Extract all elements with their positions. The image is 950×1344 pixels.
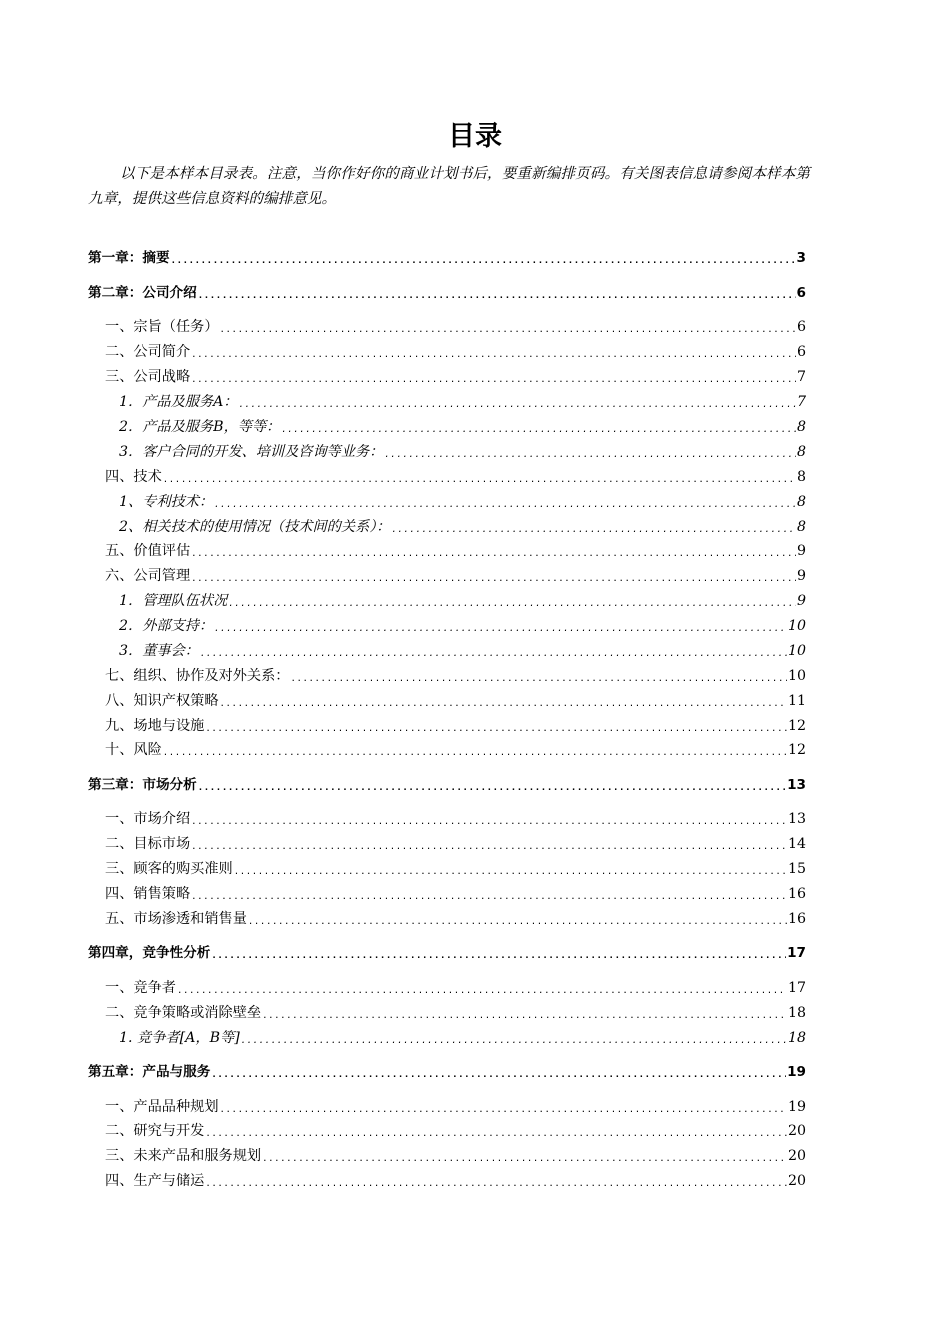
toc-entry[interactable] bbox=[105, 316, 806, 338]
toc-label: 1、专利技术： bbox=[119, 494, 214, 510]
toc-page-number: 3 bbox=[796, 250, 806, 266]
toc-label: 四、销售策略 bbox=[105, 886, 191, 902]
toc-entry[interactable] bbox=[105, 739, 806, 761]
toc-leader bbox=[205, 715, 787, 737]
toc-page-number: 8 bbox=[796, 519, 806, 535]
toc-page-number: 8 bbox=[796, 444, 806, 460]
toc-page-number: 7 bbox=[796, 394, 806, 410]
toc-label: 1. 竞争者[A，B等] bbox=[119, 1030, 240, 1046]
toc-label: 1．产品及服务A： bbox=[119, 394, 238, 410]
toc-label: 2．外部支持： bbox=[119, 618, 214, 634]
toc-label: 3．客户合同的开发、培训及咨询等业务： bbox=[119, 444, 384, 460]
toc-leader bbox=[163, 739, 787, 761]
toc-entry[interactable] bbox=[105, 715, 806, 737]
toc-label: 1．管理队伍状况 bbox=[119, 593, 228, 609]
toc-entry[interactable] bbox=[105, 1096, 806, 1118]
toc-page-number: 8 bbox=[796, 469, 806, 485]
toc-label: 九、场地与设施 bbox=[105, 718, 205, 734]
toc-page-number: 19 bbox=[787, 1064, 806, 1080]
toc-label: 八、知识产权策略 bbox=[105, 693, 219, 709]
toc-entry[interactable] bbox=[105, 977, 806, 999]
toc-entry[interactable] bbox=[105, 341, 806, 363]
toc-subentry[interactable] bbox=[119, 441, 806, 463]
toc-entry[interactable] bbox=[105, 833, 806, 855]
toc-entry[interactable] bbox=[105, 883, 806, 905]
toc-page-number: 10 bbox=[787, 618, 806, 634]
toc-label: 六、公司管理 bbox=[105, 568, 191, 584]
toc-page-number: 20 bbox=[787, 1123, 806, 1139]
toc-page-number: 9 bbox=[796, 543, 806, 559]
toc-leader bbox=[290, 665, 786, 687]
toc-label: 三、顾客的购买准则 bbox=[105, 861, 233, 877]
toc-leader bbox=[384, 441, 796, 463]
toc-leader bbox=[211, 1061, 786, 1083]
toc-page-number: 12 bbox=[787, 718, 806, 734]
toc-leader bbox=[177, 977, 787, 999]
toc-leader bbox=[220, 1096, 787, 1118]
toc-leader bbox=[214, 615, 787, 637]
toc-page-number: 13 bbox=[787, 777, 806, 793]
toc-leader bbox=[205, 1170, 787, 1192]
toc-leader bbox=[211, 942, 786, 964]
toc-label: 十、风险 bbox=[105, 742, 162, 758]
toc-chapter-1[interactable] bbox=[88, 247, 806, 269]
toc-label: 第四章，竞争性分析 bbox=[88, 945, 211, 961]
toc-entry[interactable] bbox=[105, 366, 806, 388]
toc-subentry[interactable] bbox=[119, 516, 806, 538]
toc-entry[interactable] bbox=[105, 1145, 806, 1167]
toc-leader bbox=[205, 1120, 787, 1142]
toc-page-number: 17 bbox=[787, 945, 806, 961]
toc-leader bbox=[228, 590, 796, 612]
toc-label: 3．董事会： bbox=[119, 643, 199, 659]
toc-leader bbox=[191, 833, 787, 855]
toc-label: 2．产品及服务B，等等： bbox=[119, 419, 281, 435]
toc-leader bbox=[163, 466, 796, 488]
toc-subentry[interactable] bbox=[119, 416, 806, 438]
toc-page-number: 6 bbox=[796, 319, 806, 335]
toc-label: 一、宗旨（任务） bbox=[105, 319, 219, 335]
toc-entry[interactable] bbox=[105, 908, 806, 930]
toc-page-number: 8 bbox=[796, 419, 806, 435]
toc-label: 五、市场渗透和销售量 bbox=[105, 911, 247, 927]
toc-page-number: 16 bbox=[787, 886, 806, 902]
toc-label: 第二章：公司介绍 bbox=[88, 285, 197, 301]
toc-label: 四、技术 bbox=[105, 469, 162, 485]
toc-entry[interactable] bbox=[105, 1170, 806, 1192]
toc-leader bbox=[220, 690, 787, 712]
toc-label: 第三章：市场分析 bbox=[88, 777, 197, 793]
toc-label: 一、市场介绍 bbox=[105, 811, 191, 827]
toc-entry[interactable] bbox=[105, 858, 806, 880]
toc-page-number: 20 bbox=[787, 1148, 806, 1164]
toc-leader bbox=[262, 1002, 787, 1024]
toc-entry[interactable] bbox=[105, 1002, 806, 1024]
toc-leader bbox=[220, 316, 796, 338]
toc-page-number: 9 bbox=[796, 568, 806, 584]
toc-leader bbox=[241, 1027, 787, 1049]
toc-leader bbox=[191, 808, 787, 830]
toc-leader bbox=[262, 1145, 787, 1167]
toc-leader bbox=[191, 366, 796, 388]
toc-label: 一、产品品种规划 bbox=[105, 1099, 219, 1115]
toc-entry[interactable] bbox=[105, 665, 806, 687]
toc-chapter-3[interactable] bbox=[88, 774, 806, 796]
toc-leader bbox=[234, 858, 787, 880]
toc-page-number: 11 bbox=[787, 693, 806, 709]
toc-label: 三、公司战略 bbox=[105, 369, 191, 385]
toc-leader bbox=[239, 391, 796, 413]
toc-entry[interactable] bbox=[105, 540, 806, 562]
toc-subentry[interactable] bbox=[119, 491, 806, 513]
toc-page-number: 12 bbox=[787, 742, 806, 758]
toc-leader bbox=[214, 491, 796, 513]
toc-entry[interactable] bbox=[105, 565, 806, 587]
intro-paragraph: 以下是本样本目录表。注意，当你作好你的商业计划书后，要重新编排页码。有关图表信息请参阅本样本第九章，提供这些信息资料的编排意见。 bbox=[88, 165, 810, 207]
toc-label: 2、相关技术的使用情况（技术间的关系）： bbox=[119, 519, 391, 535]
toc-subentry[interactable] bbox=[119, 615, 806, 637]
toc-leader bbox=[248, 908, 787, 930]
toc-subentry[interactable] bbox=[119, 1027, 806, 1049]
toc-leader bbox=[198, 282, 796, 304]
toc-page-number: 16 bbox=[787, 911, 806, 927]
toc-label: 二、公司简介 bbox=[105, 344, 191, 360]
toc-label: 第一章：摘要 bbox=[88, 250, 170, 266]
toc-entry[interactable] bbox=[105, 808, 806, 830]
toc-label: 第五章：产品与服务 bbox=[88, 1064, 211, 1080]
toc-label: 五、价值评估 bbox=[105, 543, 191, 559]
toc-page-number: 15 bbox=[787, 861, 806, 877]
toc-page-number: 6 bbox=[796, 285, 806, 301]
toc-page-number: 14 bbox=[787, 836, 806, 852]
toc-subentry[interactable] bbox=[119, 640, 806, 662]
toc-label: 一、竞争者 bbox=[105, 980, 176, 996]
toc-subentry[interactable] bbox=[119, 590, 806, 612]
toc-page-number: 13 bbox=[787, 811, 806, 827]
toc-page-number: 19 bbox=[787, 1099, 806, 1115]
toc-page-number: 17 bbox=[787, 980, 806, 996]
toc-subentry[interactable] bbox=[119, 391, 806, 413]
toc-page-number: 18 bbox=[787, 1030, 806, 1046]
toc-label: 二、研究与开发 bbox=[105, 1123, 205, 1139]
toc-page-number: 18 bbox=[787, 1005, 806, 1021]
toc-leader bbox=[198, 774, 786, 796]
toc-label: 四、生产与储运 bbox=[105, 1173, 205, 1189]
toc-label: 二、目标市场 bbox=[105, 836, 191, 852]
toc-page-number: 6 bbox=[796, 344, 806, 360]
toc-label: 七、组织、协作及对外关系： bbox=[105, 668, 290, 684]
page-title: 目录 bbox=[448, 121, 502, 152]
toc-leader bbox=[200, 640, 787, 662]
toc-leader bbox=[191, 540, 796, 562]
toc-entry[interactable] bbox=[105, 690, 806, 712]
toc-page-number: 20 bbox=[787, 1173, 806, 1189]
toc-entry[interactable] bbox=[105, 466, 806, 488]
toc-page-number: 10 bbox=[787, 643, 806, 659]
toc-page-number: 10 bbox=[787, 668, 806, 684]
toc-leader bbox=[191, 883, 787, 905]
toc-leader bbox=[281, 416, 796, 438]
toc-label: 三、未来产品和服务规划 bbox=[105, 1148, 262, 1164]
toc-page-number: 9 bbox=[796, 593, 806, 609]
toc-leader bbox=[191, 341, 796, 363]
toc-chapter-5[interactable] bbox=[88, 1061, 806, 1083]
toc-page-number: 8 bbox=[796, 494, 806, 510]
toc-entry[interactable] bbox=[105, 1120, 806, 1142]
toc-chapter-4[interactable] bbox=[88, 942, 806, 964]
toc-leader bbox=[171, 247, 796, 269]
toc-chapter-2[interactable] bbox=[88, 282, 806, 304]
toc-label: 二、竞争策略或消除壁垒 bbox=[105, 1005, 262, 1021]
toc-leader bbox=[392, 516, 796, 538]
toc-page-number: 7 bbox=[796, 369, 806, 385]
toc-leader bbox=[191, 565, 796, 587]
